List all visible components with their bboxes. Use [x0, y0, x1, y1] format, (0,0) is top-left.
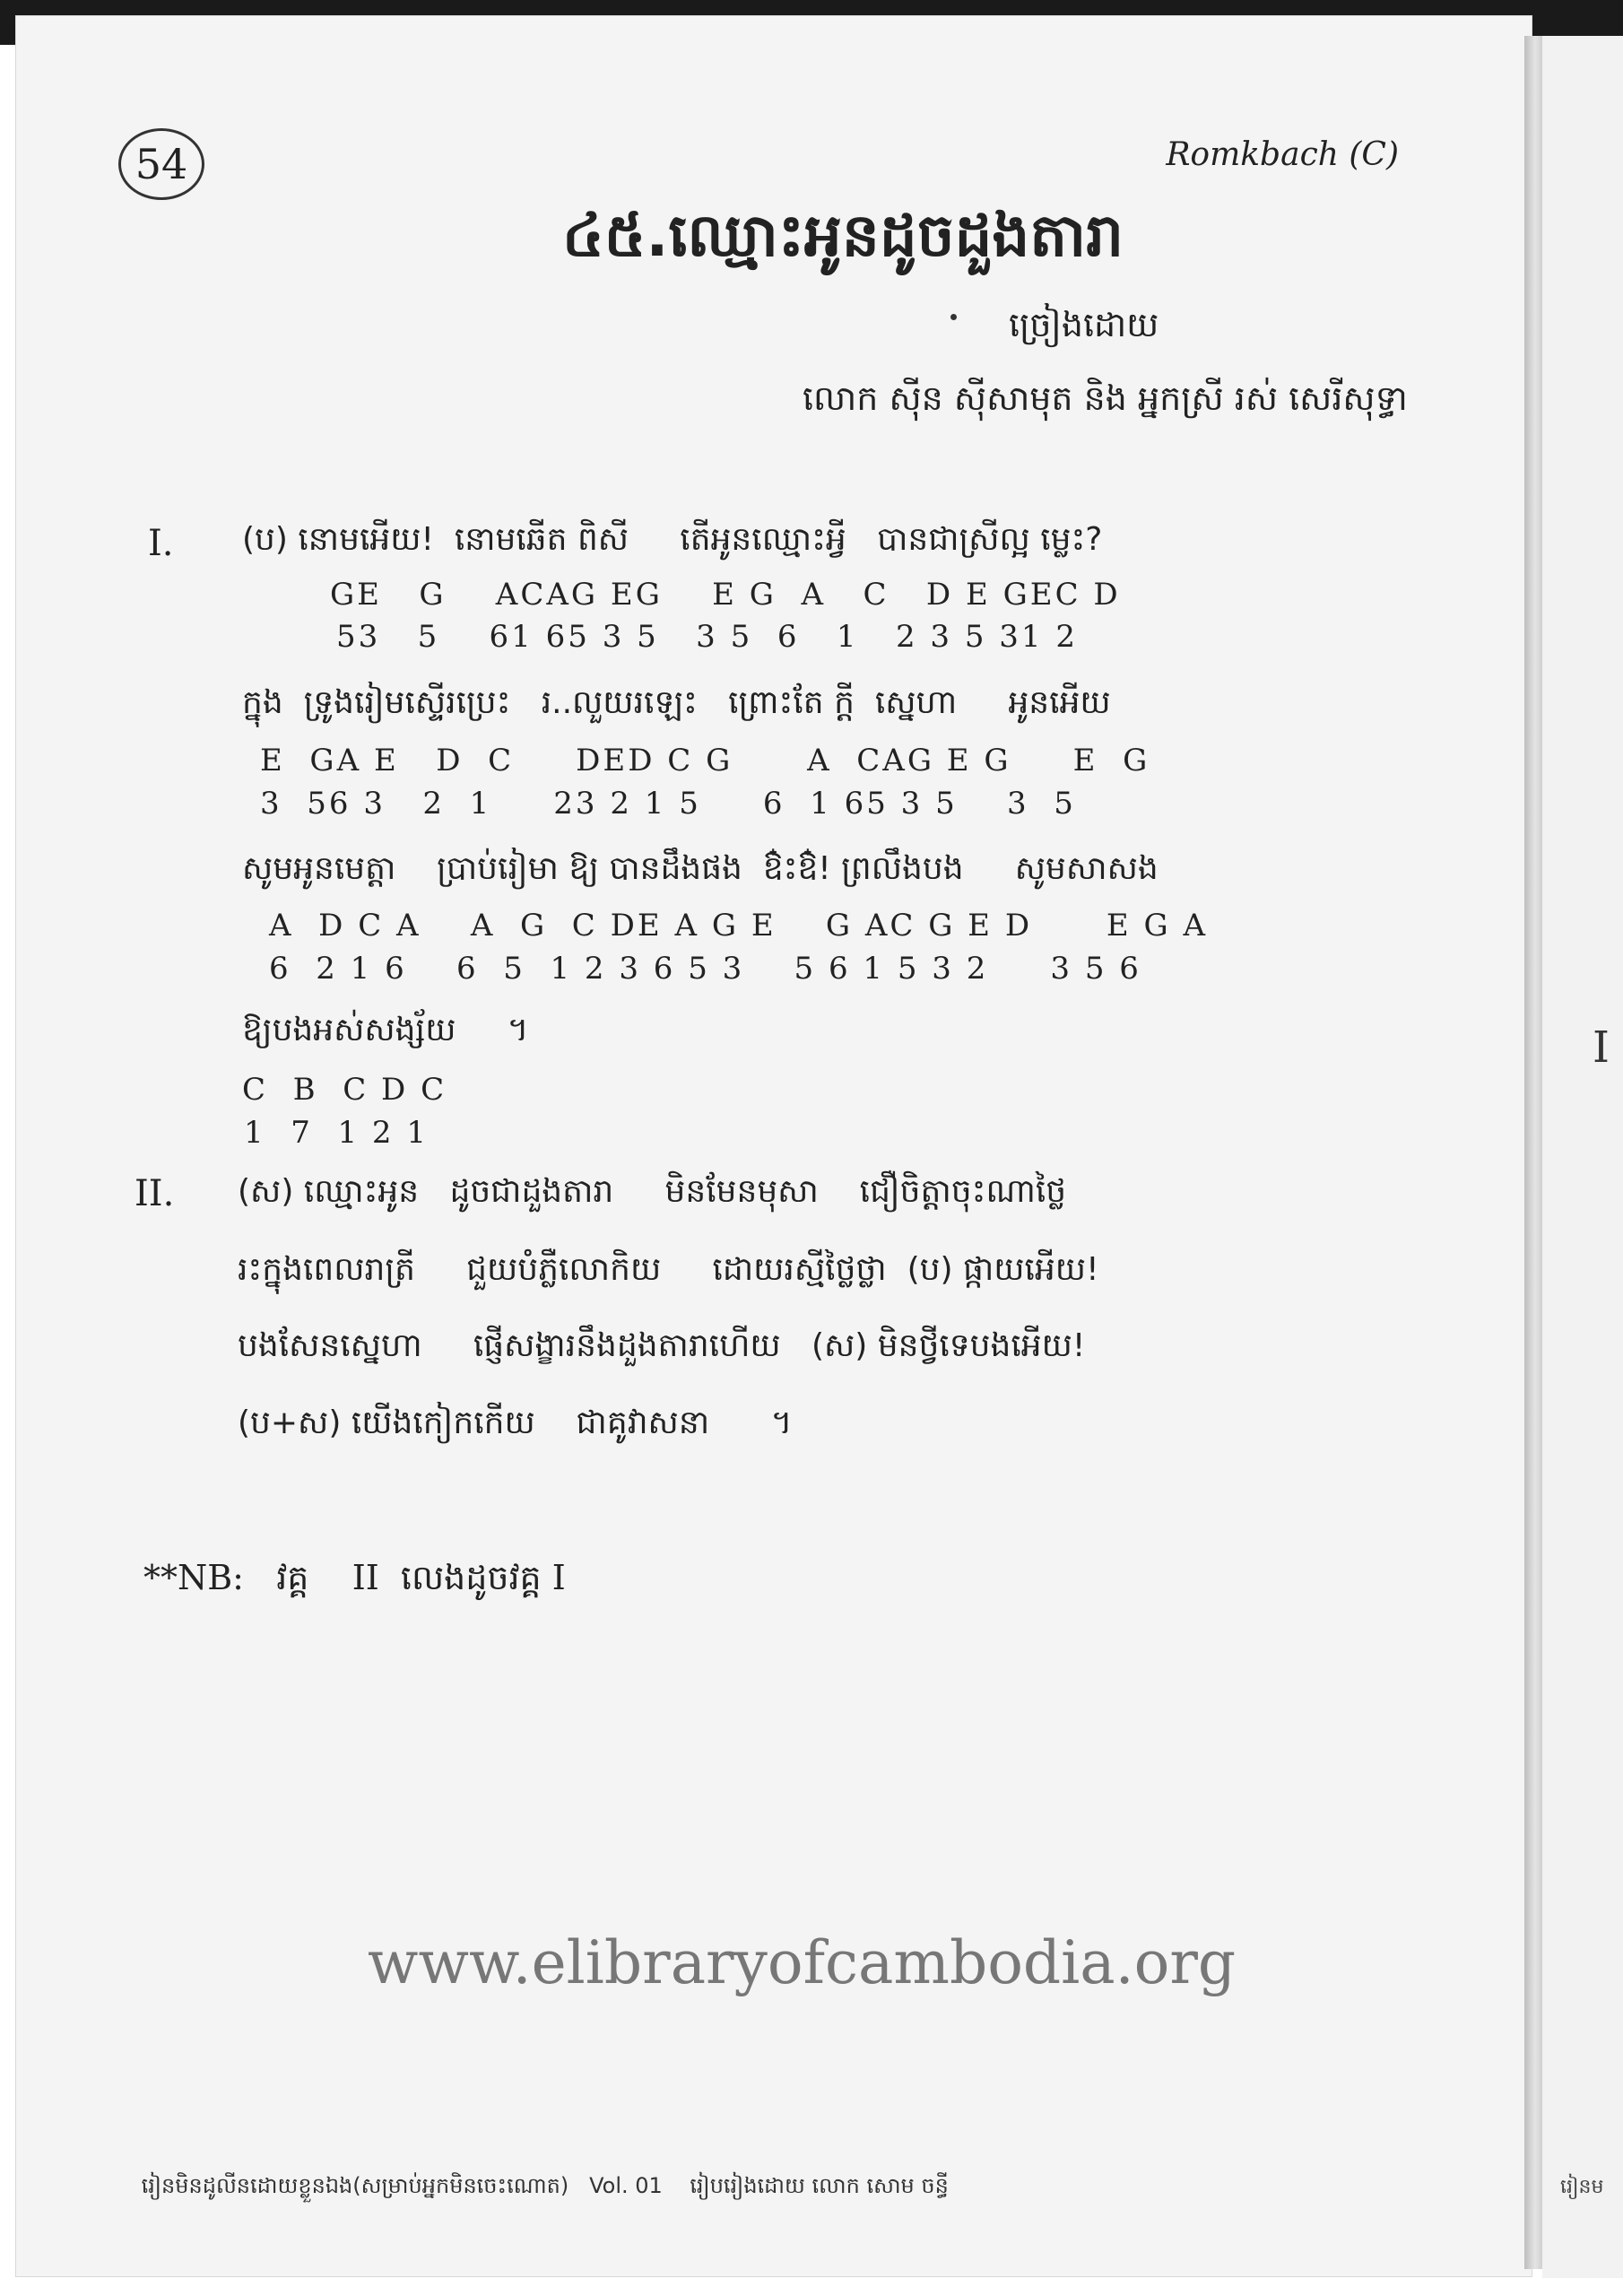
- verse-1-numbers-4: 1 7 1 2 1: [244, 1115, 430, 1151]
- song-title: ៤៥.ឈ្មោះអូនដូចដួងតារា: [561, 201, 1124, 270]
- verse-1-numbers-2: 3 56 3 2 1 23 2 1 5 6 1 65 3 5 3 5: [260, 786, 1076, 822]
- verse-1-notes-1: GE G ACAG EG E G A C D E GEC D: [330, 577, 1121, 613]
- bullet-dot: [950, 314, 957, 320]
- adjacent-page-footer: រៀនម: [1560, 2176, 1604, 2198]
- page-number-text: 54: [135, 140, 188, 188]
- nota-bene: **NB: វគ្គ II លេងដូចវគ្គ I: [143, 1558, 566, 1597]
- page-number: [118, 128, 204, 200]
- verse-1-lyric-2: ក្នុង ទ្រូងរៀមស្ទើរប្រេះ រ..លួយរឡេះ ព្រោះតែ ក្តី ស្នេហា អូនអើយ: [242, 684, 1111, 721]
- verse-1-numbers-1: 53 5 61 65 3 5 3 5 6 1 2 3 5 31 2: [336, 619, 1079, 655]
- genre-label: Romkbach (C): [1166, 136, 1399, 173]
- verse-1-numeral: I.: [148, 523, 174, 564]
- verse-2-line-1: (ស) ឈ្មោះអូន ដូចជាដួងតារា មិនមែនមុសា ជឿចិត្តាចុះណាថ្លៃ: [238, 1173, 1067, 1210]
- page-fold: [1524, 36, 1542, 2269]
- verse-2-line-4: (ប+ស) យើងកៀកកើយ ជាគូវាសនា ។: [238, 1405, 793, 1441]
- verse-2-line-3: បងសែនស្នេហា ផ្ញើសង្ខារនឹងដួងតារាហើយ (ស) មិនថ្វីទេបងអើយ!: [238, 1327, 1086, 1364]
- singers-line: លោក ស៊ីន ស៊ីសាមុត និង អ្នកស្រី រស់ សេរីសុទ្ធា: [803, 378, 1408, 418]
- verse-1-lyric-3: សូមអូនមេត្តា ប្រាប់រៀមា ឱ្យ បានដឹងផង ឱ៎ះឱ៎! ព្រលឹងបង សូមសាសង: [242, 850, 1159, 887]
- verse-1-notes-4: C B C D C: [242, 1072, 447, 1108]
- page-footer: រៀនមិនដូលីនដោយខ្លួនឯង(សម្រាប់អ្នកមិនចេះណោត) Vol. 01 រៀបរៀងដោយ លោក សោម ចន្ធី: [135, 2173, 949, 2198]
- verse-2-line-2: រះក្នុងពេលរាត្រី ជួយបំភ្លឺលោកិយ ដោយរស្មីថ្លៃថ្លា (ប) ផ្កាយអើយ!: [238, 1251, 1099, 1288]
- verse-1-notes-2: E GA E D C DED C G A CAG E G E G: [260, 743, 1150, 778]
- verse-1-numbers-3: 6 2 1 6 6 5 1 2 3 6 5 3 5 6 1 5 3 2 3 5 6: [269, 951, 1141, 987]
- verse-1-lyric-4: ឱ្យបងអស់សង្ស័យ ។: [242, 1012, 529, 1048]
- sung-by-label: ច្រៀងដោយ: [1009, 305, 1159, 344]
- adjacent-page-mark: I: [1593, 1022, 1610, 1073]
- website-watermark: www.elibraryofcambodia.org: [368, 1928, 1237, 1997]
- adjacent-page: [1542, 36, 1623, 2278]
- verse-1-lyric-1: (ប) នោមអើយ! នោមឆើត ពិសី តើអូនឈ្មោះអ្វី បានជាស្រីល្អ ម្លេះ?: [242, 521, 1103, 558]
- verse-1-notes-3: A D C A A G C DE A G E G AC G E D E G A: [269, 908, 1209, 944]
- verse-2-numeral: II.: [135, 1173, 175, 1214]
